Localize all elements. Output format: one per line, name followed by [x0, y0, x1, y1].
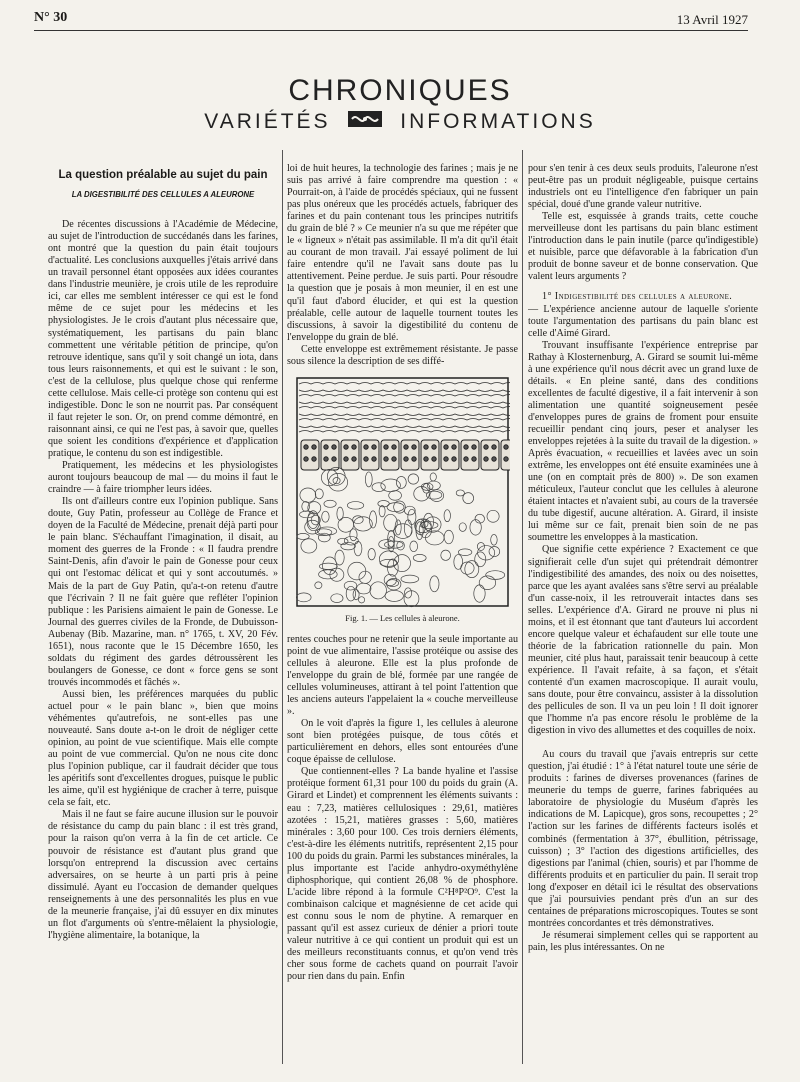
- column-2: [287, 163, 518, 1068]
- article-title: La question préalable au sujet du pain: [58, 169, 268, 181]
- column-rule-2: [522, 150, 523, 1064]
- paragraph: Mais il ne faut se faire aucune illusion sur le pouvoir de résistance du camp du pain blanc : il est très grand, pour la raison qu'on verra à la fin de cet article. Ce pouvoir de résistance est d'autant plus grand que lorsqu'on entreprend la discussion avec certains adversaires, on se heurte à un parti pris à peine dissimulé. Ayant eu l'occasion de demander quelques renseignements à une des personnalités les plus en vue de la meunerie française, j'ai dû essuyer en dix minutes un flot d'arguments où s'entre-mêlaient la physiologie, l'hygiène alimentaire, la botanique, la: [48, 809, 278, 941]
- banner-chroniques: CHRONIQUES: [288, 74, 512, 107]
- column-rule-1: [282, 150, 283, 1064]
- paragraph: Que signifie cette expérience ? Exactement ce que signifierait celle d'un sujet qui prétendrait démontrer l'indigestibilité des amandes, des noix ou des noisettes, parce que les ayant avalées sans s'être servi au préalable d'un casse-noix, il les retrouverait intactes dans ses selles. L'expérience d'A. Girard ne prouve ni plus ni moins, et il est étonnant que tant d'auteurs lui accordent encore quelque valeur et échafaudent sur elle toute une théorie de la fabrication rationnelle du pain. Mon meunier, cité plus haut, paraissait tenir beaucoup à cette expérience. Il l'avait refaite, à sa façon, et s'était contenté d'un examen macroscopique. Il aurait voulu, sans doute, pour être convaincu, assister à la dissolution des pellicules de son. Il va un peu loin ! Il doit ignorer que l'homme n'a pas encore résolu le problème de la digestion in vivo des allumettes et des coquilles de noix.: [528, 544, 758, 737]
- paragraph: Au cours du travail que j'avais entrepris sur cette question, j'ai étudié : 1° à l'état naturel toute une série de produits : farines de diverses provenances (farines de meunerie du temps de guerre, farines fabriquées au laboratoire de physiologie du Muséum d'après les indications de M. Lapicque), gros sons, recoupettes ; 2° l'action sur les farines de différents facteurs isolés et combinés (fermentation à 37°, ébullition, pétrissage, cuisson) ; 3° l'action des digestions artificielles, des digestions par l'animal (chien, souris) et par l'homme de différents produits et en particulier du pain. Il serait trop long d'exposer en détail ici le résultat des observations que j'ai poursuivies pendant près d'un an sur des centaines de préparations microscopiques. Toutes se sont montrées concordantes et très démonstratives.: [528, 749, 758, 929]
- paragraph: Cette enveloppe est extrêmement résistante. Je passe sous silence la description de ses diffé-: [287, 343, 518, 367]
- paragraph: Que contiennent-elles ? La bande hyaline et l'assise protéique forment 61,31 pour 100 du poids du grain (A. Girard et Lindet) et comprennent les éléments suivants : eau : 7,23, matières cellulosiques : 29,61, matières azotées : 15,21, matières grasses : 5,60, matières minérales : 3,60 pour 100. Ces trois derniers éléments, c'est-à-dire les éléments nutritifs, représentent 2,15 pour 100 du poids du grain. Parmi les substances minérales, la plus importante est l'acide anhydro-oxyméthylène diphosphorique, qui contient 26,08 % de phosphore. L'acide libre répond à la formule C²H⁸P²O⁹. C'est la combinaison calcique et magnésienne de cet acide qui est connu sous le nom de phytine. A remarquer en passant qu'il est assez curieux de dénier a priori toute valeur nutritive à ce qui contient un produit qui est un des meilleurs reconstituants connus, et qu'on vend très cher sous forme de cachets quand on pourrait l'avoir pour rien dans du pain. Enfin: [287, 766, 518, 983]
- column-3: [528, 163, 758, 1068]
- paragraph: Aussi bien, les préférences marquées du public actuel pour « le pain blanc », bien que moins véhémentes qu'autrefois, ne sont-elles pas une nouveauté. Sans doute a-t-on le droit de négliger cette opinion, au point de vue scientifique. Mais elle compte au point de vue commercial. Qu'on ne nous cite donc plus l'opinion publique, car il faudrait décider que tous les apéritifs sont d'excellentes drogues, puisque le public les aime, qu'il est hygiénique de cracher à terre, puisque cela se fait, etc.: [48, 688, 278, 809]
- banner-varietes: VARIÉTÉS: [204, 110, 331, 133]
- section-gap: [528, 737, 758, 749]
- paragraph: Pratiquement, les médecins et les physiologistes auront toujours beaucoup de mal — du moins il faut le craindre — à faire triompher leurs idées.: [48, 460, 278, 496]
- paragraph: De récentes discussions à l'Académie de Médecine, au sujet de l'introduction de succédanés dans les farines, ont montré que la question du pain était toujours d'actualité. Les conclusions auxquelles j'étais arrivé dans un travail personnel étant opposées aux idées courantes dans l'industrie meunière, je crois utile de les reproduire ici, car elles me semblent intéresser ce qui est le fond même de ce sujet pour les médecins et les physiologistes. Je le crois d'autant plus nécessaire que, systématiquement, les partisans du pain blanc commettent une véritable pétition de principe, qu'on retrouve identique, sans qu'il y soit changé un iota, dans tous leurs raisonnements, et qui est le suivant : le son, c'est de la cellulose, plus quelque chose qui renferme cette cellulose. Mais celle-ci protège son contenu qui est indigestible. Donc le son ne nourrit pas. Par conséquent il faut rejeter le son. Or, on prend comme démontré, en raisonnant ainsi, ce qui ne l'est pas, à savoir que, quelles que soient les conditions d'expérience et d'application pratique, le contenu du son est indigestible.: [48, 219, 278, 459]
- cell-illustration: [295, 376, 510, 608]
- banner-informations: INFORMATIONS: [400, 110, 596, 133]
- paragraph: — L'expérience ancienne autour de laquelle s'oriente toute l'argumentation des partisans du pain blanc est celle d'Aimé Girard.: [528, 303, 758, 339]
- section-heading-text: 1° Indigestibilité des cellules a aleurone.: [542, 291, 733, 303]
- paragraph: On le voit d'après la figure 1, les cellules à aleurone sont bien protégées puisque, de tous côtés et particulièrement en dehors, elles sont entourées d'une coque épaisse de cellulose.: [287, 718, 518, 766]
- paragraph: Trouvant insuffisante l'expérience entreprise par Rathay à Klosternenburg, A. Girard se soumit lui-même à une expérience qu'il nous décrit avec un grand luxe de détails. « En pleine santé, dans des conditions excellentes de faculté digestive, il a fait intervenir à son alimentation une quantité soigneusement pesée d'enveloppes pures de grains de froment pour ensuite recueillir pendant cinq jours, peser et analyser les enveloppes rejetées à la suite du travail de la digestion. » Après évacuation, « recueillies et lavées avec un soin extrême, les enveloppes ont été ensuite examinées une à une (on en comptait près de 800) ». De son examen méticuleux, l'auteur conclut que les cellules à aleurone étaient intactes et n'avaient subi, au cours de la traversée du tube digestif, aucune altération. A. Girard, il insiste lui même sur ce fait, prenait bien soin de ne pas soumettre les enveloppes à la mastication.: [528, 339, 758, 544]
- figure-aleurone-cells: [295, 376, 510, 608]
- article-subtitle: LA DIGESTIBILITÉ DES CELLULES A ALEURONE: [71, 190, 255, 200]
- issue-number: N° 30: [34, 10, 68, 25]
- paragraph: Je résumerai simplement celles qui se rapportent au pain, les plus intéressantes. On ne: [528, 929, 758, 953]
- ornament-icon: [347, 110, 383, 134]
- column-1: [48, 163, 278, 1068]
- paragraph: loi de huit heures, la technologie des farines ; mais je ne suis pas arrivé à faire comprendre ma question : « Pourrait-on, à l'aide de procédés spéciaux, qui ne fussent pas plus onéreux que les procédés actuels, fabriquer des farines et du pain contenant tous les principes nutritifs du grain de blé ? » Ce meunier n'a su que me répéter que le « ligneux » n'était pas assimilable. Il m'a dit qu'il était au courant de mon travail. J'ai essayé poliment de lui faire entendre qu'il ne l'avait sans doute pas lu attentivement. Peine perdue. Je suis parti. Pour résoudre la question que je posais à mon meunier, il en est une qu'il faut d'abord élucider, et qui est la question préalable, celle autour de laquelle tournent toutes les discussions, à savoir la digestibilité du contenu de l'enveloppe du grain de blé.: [287, 163, 518, 343]
- issue-date: 13 Avril 1927: [676, 12, 748, 27]
- paragraph: rentes couches pour ne retenir que la seule importante au point de vue alimentaire, l'assise protéique ou assise des cellules à aleurone. Elle est la plus profonde de l'enveloppe du grain de blé, formée par une rangée de cellules volumineuses, attirant à tel point l'attention que les anciens auteurs l'appelaient la « couche merveilleuse ».: [287, 633, 518, 718]
- paragraph: Telle est, esquissée à grands traits, cette couche merveilleuse dont les partisans du pain blanc estiment l'introduction dans le pain inutile (parce qu'indigestible) et nuisible, parce que défavorable à la fabrication d'un produit de bonne saveur et de bonne conservation. Que valent leurs arguments ?: [528, 211, 758, 283]
- header-rule: [34, 30, 748, 31]
- paragraph: pour s'en tenir à ces deux seuls produits, l'aleurone n'est peut-être pas un produit négligeable, puisque certains industriels ont eu l'intelligence d'en fabriquer un pain spécial, doué d'une grande valeur nutritive.: [528, 163, 758, 211]
- paragraph: Ils ont d'ailleurs contre eux l'opinion publique. Sans doute, Guy Patin, professeur au Collège de France et doyen de la Faculté de Médecine, prenait déjà parti pour le pain blanc. S'échauffant l'imagination, il disait, au moment des guerres de la Fronde : « Il faudra prendre Saint-Denis, afin d'avoir le pain de Gonesse pour ceux qui ont l'estomac délicat et qui y sont accoutumés. » Mais de la part de Guy Patin, qu'a-t-on retenu d'autre que l'écrivain ? Il ne fait guère que refléter l'opinion publique : les Parisiens aimaient le pain de Gonesse. Le Journal des guerres civiles de la Fronde, de Dubuisson-Aubenay (Bib. Mazarine, man. n° 1765, t. XV, 20 Fév. 1651), nous raconte que le 15 Décembre 1650, les soldats du régiment des gardes détroussèrent les boulangers de Gonesse, ce dont « force gens se sont trouvés incommodés et fâchés ».: [48, 496, 278, 688]
- figure-caption: Fig. 1. — Les cellules à aleurone.: [345, 612, 460, 623]
- section-heading: [528, 291, 758, 303]
- banner-row: [0, 110, 800, 134]
